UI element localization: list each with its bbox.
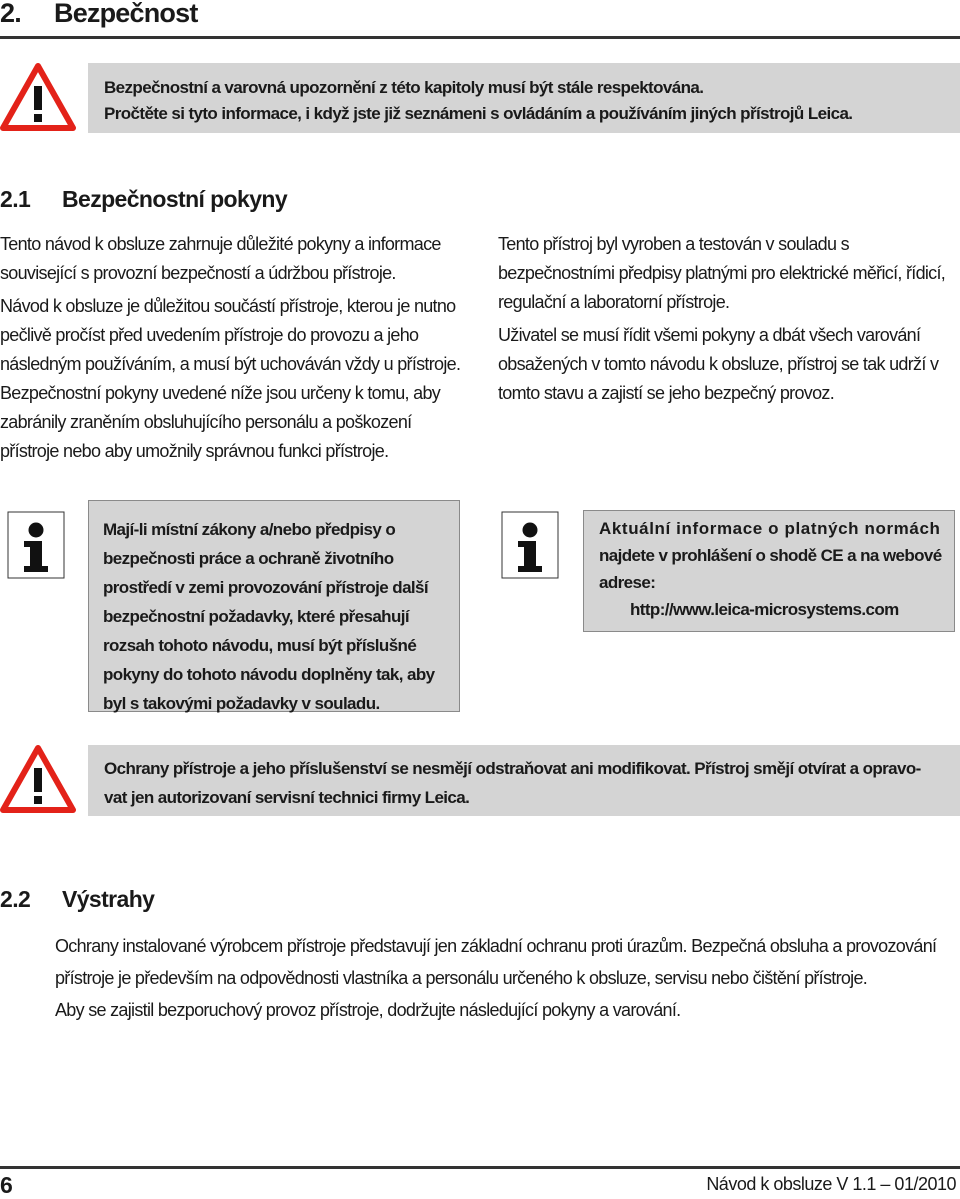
section-2-1-title: Bezpečnostní pokyny (62, 186, 288, 212)
section-2-1-left-column (0, 230, 462, 466)
paragraph: Uživatel se musí řídit všemi pokyny a dbát všech varování obsažených v tomto návodu k obsluze, přístroj se tak udrží v tomto stavu a zajistí se jeho bezpečný provoz. (498, 325, 939, 403)
info-right-line3: adrese: (599, 573, 656, 592)
text-line: Ochrany instalované výrobcem přístroje představují jen základní ochranu proti úrazům. Bezpečná obsluha a provozování (55, 936, 937, 956)
section-2-2-title: Výstrahy (62, 886, 155, 912)
info-icon (500, 510, 560, 580)
section-2-1-right-column (498, 230, 958, 408)
header-divider (0, 36, 960, 39)
info-left-text: Mají-li místní zákony a/nebo předpisy o bezpečnosti práce a ochraně životního prostředí v zemi provozování přístroje další bezpečnostní požadavky, které přesahují rozsah tohoto návodu, musí být příslušné pokyny do tohoto návodu doplněny tak, aby byl s takovými požadavky v souladu. (103, 520, 435, 713)
website-url: http://www.leica-microsystems.com (630, 600, 899, 619)
info-box-left (88, 500, 460, 712)
paragraph: Tento návod k obsluze zahrnuje důležité pokyny a informace související s provozní bezpečností a údržbou přístroje. (0, 234, 441, 283)
section-2-1-heading (0, 186, 287, 213)
warning-triangle-icon (0, 63, 76, 131)
section-2-2-heading (0, 886, 154, 913)
chapter-number: 2. (0, 0, 21, 28)
warning-box-bottom (88, 745, 960, 816)
section-2-2-number: 2.2 (0, 886, 31, 912)
info-right-line2: najdete v prohlášení o shodě CE a na webové (599, 546, 942, 565)
text-line: přístroje je především na odpovědnosti vlastníka a personálu určeného k obsluze, servisu nebo čištění přístroje. (55, 968, 868, 988)
warning-top-line1: Bezpečnostní a varovná upozornění z této kapitoly musí být stále respektována. (104, 78, 704, 97)
chapter-title (0, 0, 198, 29)
warning-triangle-icon (0, 745, 76, 813)
chapter-header (0, 0, 960, 38)
info-right-line1: Aktuální informace o platných normách (599, 519, 941, 538)
warning-bottom-line2: vat jen autorizovaní servisní technici firmy Leica. (104, 788, 470, 807)
page-number: 6 (0, 1172, 13, 1198)
warning-box-top (88, 63, 960, 133)
paragraph: Návod k obsluze je důležitou součástí přístroje, kterou je nutno pečlivě pročíst před uvedením přístroje do provozu a jeho následným používáním, a musí být uchováván vždy u přístroje. (0, 296, 461, 374)
section-2-1-number: 2.1 (0, 186, 31, 212)
warning-top-line2: Pročtěte si tyto informace, i když jste již seznámeni s ovládáním a používáním jiných přístrojů Leica. (104, 104, 853, 123)
document-info: Návod k obsluze V 1.1 – 01/2010 (706, 1174, 956, 1194)
section-2-2-body (55, 930, 960, 1026)
chapter-title-text: Bezpečnost (54, 0, 198, 28)
info-box-right (583, 510, 955, 632)
warning-bottom-line1: Ochrany přístroje a jeho příslušenství se nesmějí odstraňovat ani modifikovat. Přístroj smějí otvírat a opravo- (104, 759, 921, 778)
paragraph: Bezpečnostní pokyny uvedené níže jsou určeny k tomu, aby zabránily zraněním obsluhujícího personálu a poškození přístroje nebo aby umožnily správnou funkci přístroje. (0, 383, 441, 461)
text-line: Aby se zajistil bezporuchový provoz přístroje, dodržujte následující pokyny a varování. (55, 1000, 681, 1020)
info-icon (6, 510, 66, 580)
paragraph: Tento přístroj byl vyroben a testován v souladu s bezpečnostními předpisy platnými pro elektrické měřicí, řídicí, regulační a laboratorní přístroje. (498, 234, 946, 312)
footer-divider (0, 1166, 960, 1169)
